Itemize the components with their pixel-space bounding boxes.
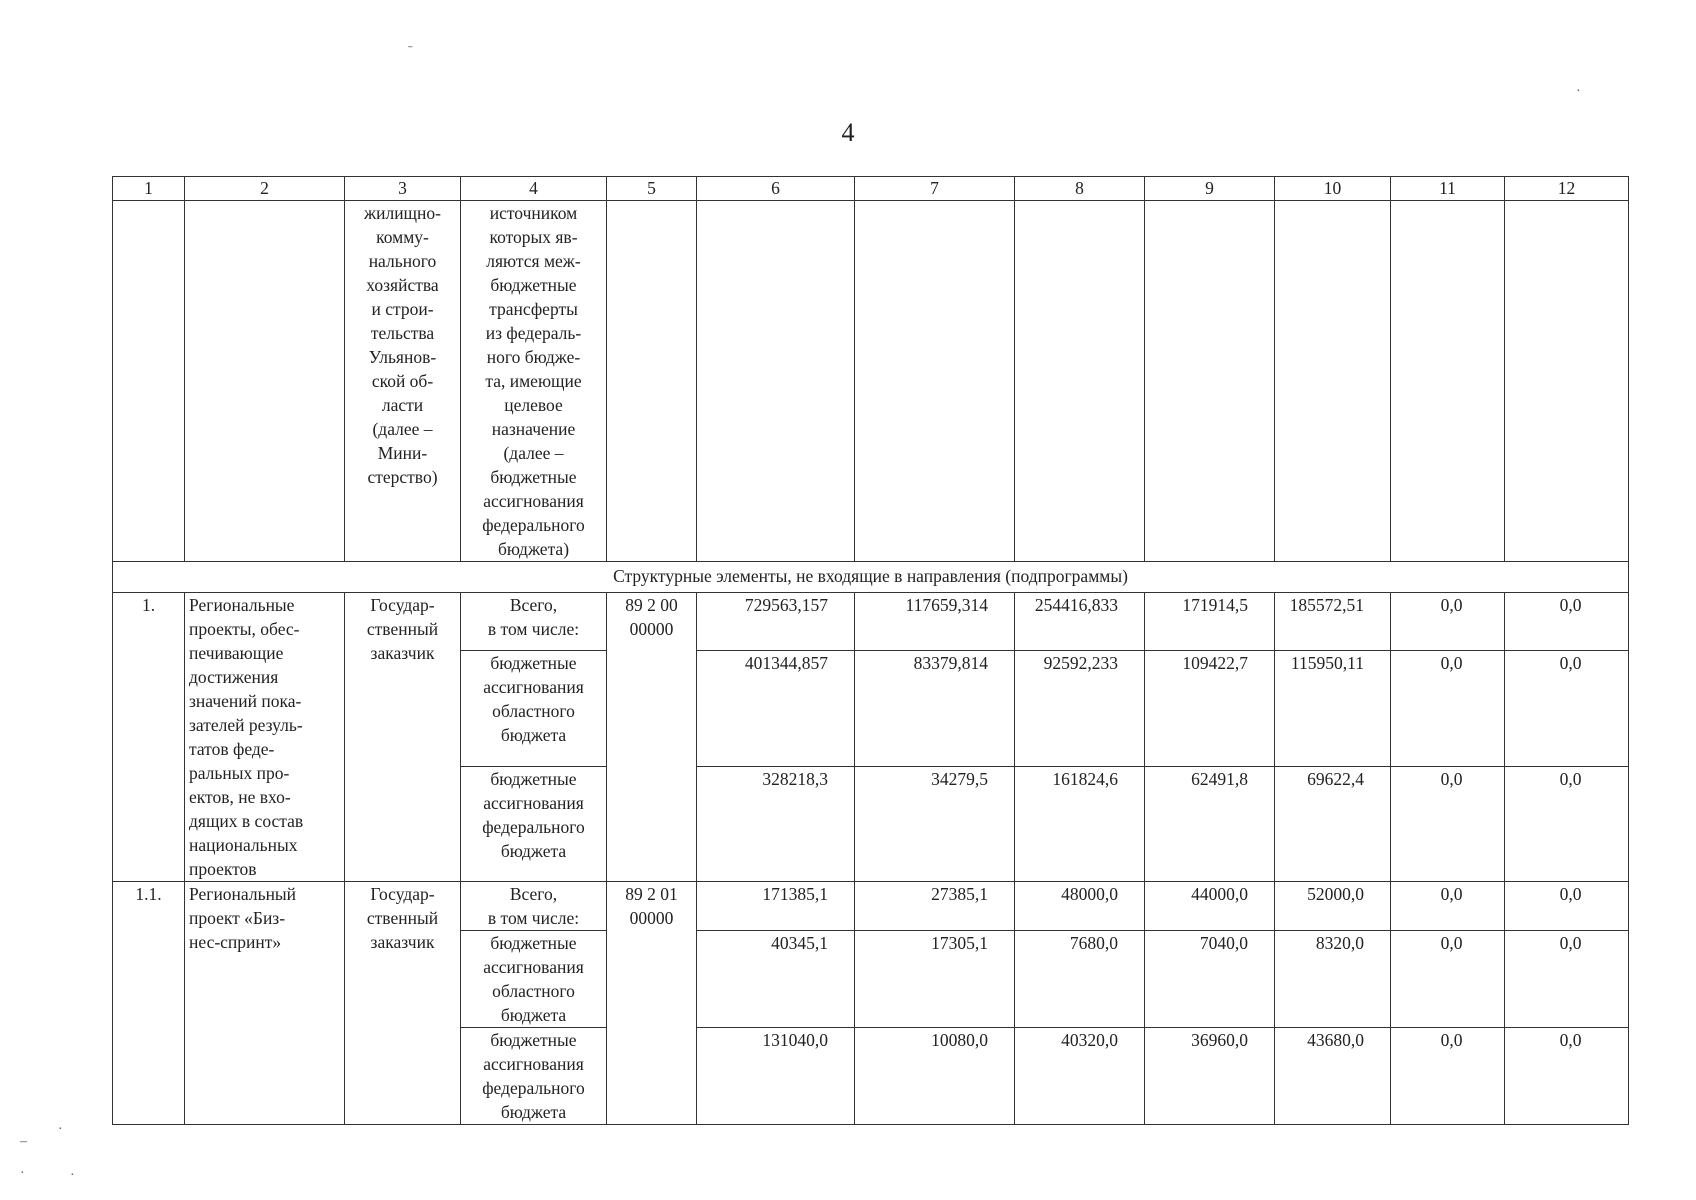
- value-cell: 0,0: [1505, 651, 1629, 766]
- text-line: бюджета): [497, 539, 570, 559]
- text-line: проект «Биз-: [189, 908, 286, 928]
- funding-source: [461, 931, 607, 1028]
- column-number: 3: [345, 177, 461, 201]
- text-line: бюджета: [500, 725, 567, 746]
- scan-speck: ·: [20, 1166, 25, 1181]
- column-number: 8: [1015, 177, 1145, 201]
- value-cell: 131040,0: [697, 1028, 855, 1125]
- value-cell: 8320,0: [1275, 931, 1391, 1028]
- text-line: нес-спринт»: [189, 932, 282, 952]
- value-cell: 117659,314: [855, 593, 1015, 651]
- text-line: печивающие: [189, 643, 284, 663]
- text-line: заказчик: [370, 643, 435, 663]
- column-number: 2: [185, 177, 345, 201]
- text-line: бюджетные: [490, 1030, 577, 1050]
- value-cell: 171385,1: [697, 882, 855, 931]
- column-number: 5: [607, 177, 697, 201]
- scan-speck: ·: [58, 1122, 63, 1137]
- value-cell: 729563,157: [697, 593, 855, 651]
- text-line: жилищно-: [364, 203, 441, 223]
- text-line: ской об-: [371, 371, 434, 391]
- text-line: ассигнования: [483, 1054, 584, 1074]
- value-cell: 36960,0: [1145, 1028, 1275, 1125]
- value-cell: 0,0: [1391, 1028, 1505, 1125]
- text-line: та, имеющие: [485, 371, 582, 391]
- text-line: которых яв-: [489, 227, 578, 247]
- text-line: Всего,: [509, 884, 558, 904]
- value-cell: 44000,0: [1145, 882, 1275, 931]
- text-line: трансферты: [489, 299, 578, 319]
- text-line: ляются меж-: [486, 251, 581, 271]
- table-row: [113, 882, 1629, 931]
- column-number: 1: [113, 177, 185, 201]
- item-number: 1.1.: [113, 882, 185, 1125]
- text-line: дящих в состав: [189, 811, 304, 831]
- responsible: [345, 882, 461, 1125]
- value-cell: 83379,814: [855, 651, 1015, 766]
- text-line: Мини-: [377, 443, 428, 463]
- funding-source: [461, 1028, 607, 1125]
- text-line: бюджетные: [490, 467, 577, 487]
- value-cell: 0,0: [1391, 651, 1505, 766]
- value-cell: 0,0: [1505, 931, 1629, 1028]
- text-line: нального: [368, 251, 437, 271]
- column-number: 9: [1145, 177, 1275, 201]
- text-line: источником: [489, 203, 578, 223]
- value-cell: 40320,0: [1015, 1028, 1145, 1125]
- text-line: Ульянов-: [368, 347, 437, 367]
- value-cell: 0,0: [1391, 593, 1505, 651]
- text-line: тельства: [370, 323, 435, 343]
- table-row: [113, 593, 1629, 651]
- budget-table: [112, 176, 1629, 1125]
- text-line: ральных про-: [189, 763, 290, 783]
- text-line: Региональный: [189, 884, 297, 904]
- value-cell: 0,0: [1391, 882, 1505, 931]
- value-cell: 69622,4: [1275, 766, 1391, 881]
- text-line: проекты, обес-: [189, 619, 300, 639]
- budget-code: [607, 593, 697, 882]
- value-cell: 0,0: [1391, 931, 1505, 1028]
- responsible-continuation: [345, 201, 461, 562]
- text-line: бюджета: [500, 1005, 567, 1025]
- value-cell: 7680,0: [1015, 931, 1145, 1028]
- text-line: назначение: [491, 419, 576, 439]
- text-line: областного: [492, 701, 575, 722]
- column-number: 12: [1505, 177, 1629, 201]
- text-line: хозяйства: [366, 275, 439, 295]
- value-cell: 401344,857: [697, 651, 855, 766]
- text-line: бюджетные: [490, 933, 577, 953]
- item-name: [185, 593, 345, 882]
- value-cell: 0,0: [1505, 593, 1629, 651]
- text-line: 89 2 00: [625, 595, 678, 615]
- text-line: целевое: [504, 395, 563, 415]
- text-line: ассигнования: [483, 677, 584, 698]
- value-cell: 34279,5: [855, 766, 1015, 881]
- text-line: заказчик: [370, 932, 435, 952]
- text-line: достижения: [189, 667, 279, 687]
- text-line: 00000: [629, 908, 674, 928]
- responsible: [345, 593, 461, 882]
- column-number: 6: [697, 177, 855, 201]
- text-line: ласти: [381, 395, 424, 415]
- scan-speck: –: [20, 1134, 27, 1149]
- text-line: федерального: [482, 816, 585, 837]
- column-number: 7: [855, 177, 1015, 201]
- text-line: ектов, не вхо-: [189, 787, 291, 807]
- scan-speck: ˉ: [408, 44, 413, 59]
- funding-source: [461, 593, 607, 651]
- text-line: в том числе:: [487, 908, 580, 928]
- budget-code: [607, 882, 697, 1125]
- value-cell: 185572,51: [1275, 593, 1391, 651]
- text-line: федерального: [482, 515, 585, 535]
- value-cell: 40345,1: [697, 931, 855, 1028]
- text-line: бюджета: [500, 840, 567, 861]
- text-line: Государ-: [370, 595, 435, 615]
- value-cell: 92592,233: [1015, 651, 1145, 766]
- text-line: из федераль-: [485, 323, 582, 343]
- text-line: проектов: [189, 859, 257, 879]
- text-line: ственный: [366, 619, 439, 639]
- text-line: Всего,: [509, 595, 558, 615]
- source-continuation: [461, 201, 607, 562]
- text-line: 00000: [629, 619, 674, 639]
- value-cell: 109422,7: [1145, 651, 1275, 766]
- value-cell: 254416,833: [1015, 593, 1145, 651]
- funding-source: [461, 651, 607, 766]
- funding-source: [461, 766, 607, 881]
- text-line: бюджетные: [490, 653, 577, 674]
- value-cell: 17305,1: [855, 931, 1015, 1028]
- text-line: (далее –: [372, 419, 433, 439]
- text-line: ассигнования: [483, 957, 584, 977]
- value-cell: 171914,5: [1145, 593, 1275, 651]
- text-line: бюджетные: [490, 768, 577, 789]
- column-number: 4: [461, 177, 607, 201]
- text-line: 89 2 01: [625, 884, 678, 904]
- text-line: и строи-: [371, 299, 434, 319]
- text-line: бюджета: [500, 1102, 567, 1122]
- value-cell: 10080,0: [855, 1028, 1015, 1125]
- value-cell: 0,0: [1391, 766, 1505, 881]
- scan-speck: ·: [70, 1168, 75, 1183]
- text-line: татов феде-: [189, 739, 275, 759]
- continuation-row: [113, 201, 1629, 562]
- text-line: ассигнования: [483, 792, 584, 813]
- scan-speck: ·: [1576, 84, 1581, 99]
- item-name: [185, 882, 345, 1125]
- value-cell: 27385,1: [855, 882, 1015, 931]
- column-number: 11: [1391, 177, 1505, 201]
- text-line: Государ-: [370, 884, 435, 904]
- text-line: федерального: [482, 1078, 585, 1098]
- value-cell: 7040,0: [1145, 931, 1275, 1028]
- text-line: ассигнования: [483, 491, 584, 511]
- value-cell: 48000,0: [1015, 882, 1145, 931]
- page-number: 4: [841, 118, 855, 147]
- header-row: [113, 177, 1629, 201]
- value-cell: 62491,8: [1145, 766, 1275, 881]
- section-title: Структурные элементы, не входящие в направления (подпрограммы): [113, 562, 1629, 593]
- item-number: 1.: [113, 593, 185, 882]
- text-line: стерство): [367, 467, 438, 487]
- text-line: национальных: [189, 835, 298, 855]
- value-cell: 0,0: [1505, 1028, 1629, 1125]
- text-line: областного: [492, 981, 575, 1001]
- text-line: зателей резуль-: [189, 715, 303, 735]
- text-line: Региональные: [189, 595, 295, 615]
- value-cell: 328218,3: [697, 766, 855, 881]
- value-cell: 0,0: [1505, 882, 1629, 931]
- value-cell: 115950,11: [1275, 651, 1391, 766]
- text-line: ственный: [366, 908, 439, 928]
- value-cell: 0,0: [1505, 766, 1629, 881]
- text-line: значений пока-: [189, 691, 302, 711]
- text-line: комму-: [376, 227, 429, 247]
- value-cell: 43680,0: [1275, 1028, 1391, 1125]
- text-line: в том числе:: [487, 619, 580, 639]
- column-number: 10: [1275, 177, 1391, 201]
- text-line: ного бюдже-: [486, 347, 581, 367]
- text-line: бюджетные: [490, 275, 577, 295]
- value-cell: 161824,6: [1015, 766, 1145, 881]
- text-line: (далее –: [503, 443, 564, 463]
- value-cell: 52000,0: [1275, 882, 1391, 931]
- funding-source: [461, 882, 607, 931]
